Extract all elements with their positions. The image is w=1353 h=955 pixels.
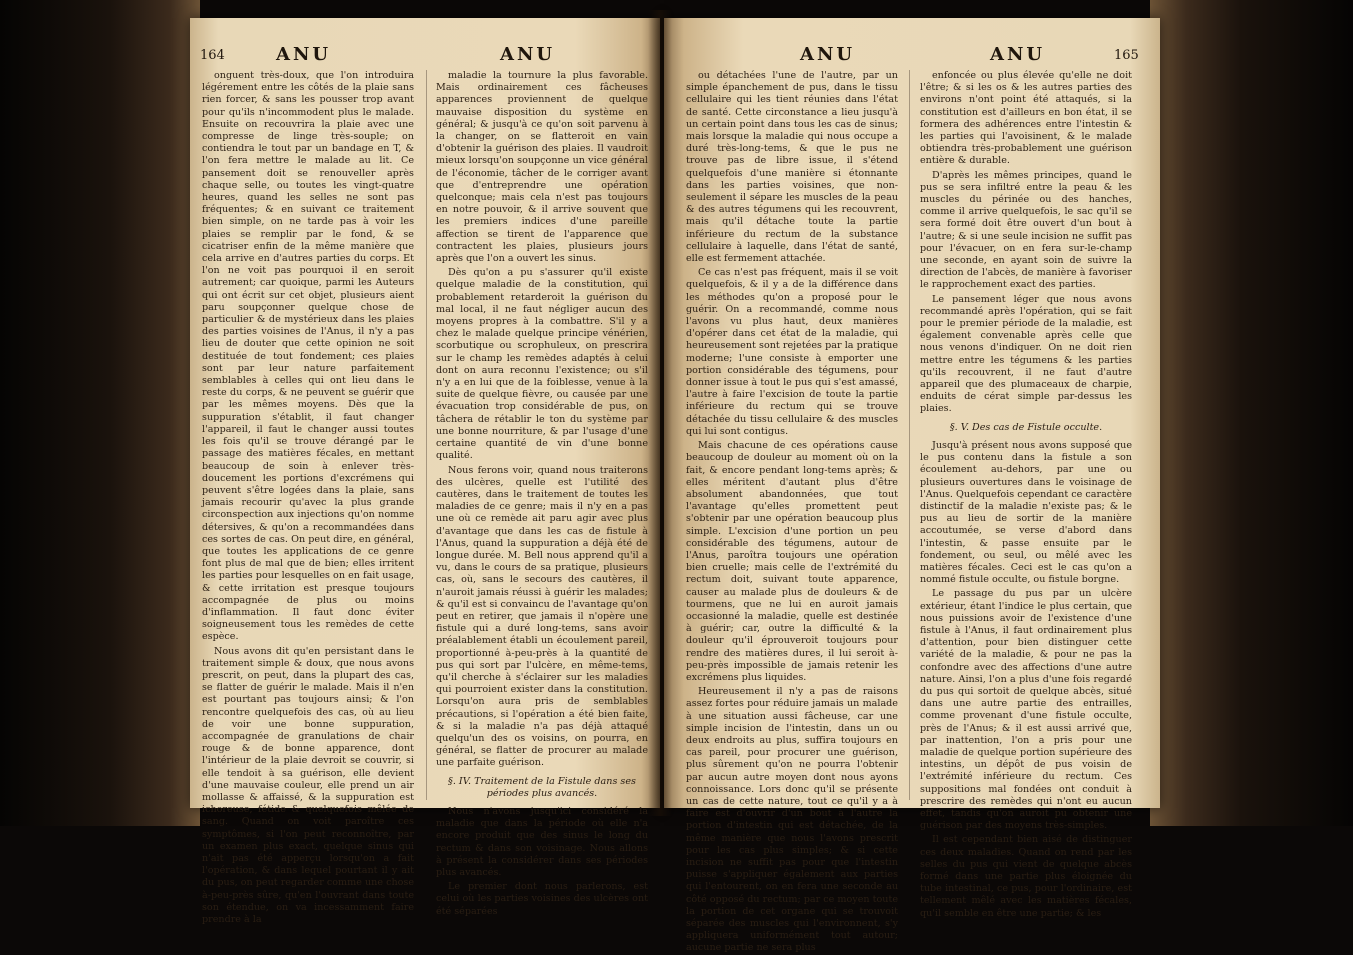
book-edge-left (0, 0, 200, 826)
section-heading: §. V. Des cas de Fistule occulte. (949, 421, 1103, 433)
book-gutter (648, 10, 672, 816)
left-page (190, 18, 660, 926)
text-column-left (686, 70, 898, 954)
paragraph: maladie la tournure la plus favorable. Mais ordinairement ces fâcheuses apparences proviennent de quelque mauvaise disposition du système en général; & jusqu'à ce qu'on soit parvenu à la changer, on se flatteroit en vain d'obtenir la guérison des plaies. Il vaudroit mieux lorsqu'on soupçonne un vice général de l'économie, tâcher de le corriger avant que d'entreprendre une opération quelconque; mais cela n'est pas toujours en notre pouvoir, & il arrive souvent que les premiers indices d'une pareille affection se tirent de l'apparence que contractent les plaies, plusieurs jours après que l'on a ouvert les sinus. (436, 70, 648, 265)
column-rule (426, 70, 427, 800)
book-edge-right (1150, 0, 1353, 826)
paragraph: Dès qu'on a pu s'assurer qu'il existe quelque maladie de la constitution, qui probablement retarderoit la guérison du mal local, il ne faut négliger aucun des moyens propres à la combattre. S'il y a chez le malade quelque principe vénérien, scorbutique ou scrophuleux, on prescrira sur le champ les remèdes adaptés à celui dont on aura reconnu l'existence; ou s'il n'y a en lui que de la foiblesse, venue à la suite de quelque fièvre, ou causée par une évacuation trop considérable de pus, on tâchera de rétablir le ton du système par une bonne nourriture, & par l'usage d'une certaine quantité de vin d'une bonne qualité. (436, 267, 648, 462)
paragraph: Heureusement il n'y a pas de raisons assez fortes pour réduire jamais un malade à une situation aussi fâcheuse, car une simple incision de l'intestin, dans un ou deux endroits au plus, suffira toujours en cas pareil, pour procurer une guérison, plus sûrement qu'on ne pourra l'obtenir par aucun autre moyen dont nous ayons connoissance. Lors donc qu'il se présente un cas de cette nature, tout ce qu'il y a à faire est d'ouvrir d'un bout à l'autre la portion d'intestin qui est détachée, de la même manière que nous l'avons prescrit pour les cas plus simples; & si cette incision ne suffit pas pour que l'intestin puisse s'appliquer également aux parties qui l'entourent, on en fera une seconde au côté opposé du rectum; par ce moyen toute la portion de cet organe qui se trouvoit séparée des muscles qui l'environnent, s'y appliquera uniformément tout autour; aucune partie ne sera plus (686, 686, 898, 954)
paragraph: Le premier dont nous parlerons, est celui où les parties voisines des ulcères ont été séparées (436, 881, 648, 917)
right-page (664, 18, 1160, 954)
paragraph: Nous n'avons jusqu'ici considéré la maladie que dans la période où elle n'a encore produit que des sinus le long du rectum & dans son voisinage. Nous allons à présent la considérer dans ses périodes plus avancés. (436, 805, 648, 878)
paragraph: Le passage du pus par un ulcère extérieur, étant l'indice le plus certain, que nous puissions avoir de l'existence d'une fistule à l'Anus, il faut ordinairement plus d'attention, pour bien distinguer cette variété de la maladie, & pour ne pas la confondre avec des affections d'une autre nature. Ainsi, l'on a plus d'une fois regardé du pus qui sortoit de quelque abcès, situé dans une autre partie des entrailles, comme provenant d'une fistule occulte, près de l'Anus; & il est aussi arrivé que, par inattention, l'on a pris pour une maladie de quelque portion supérieure des intestins, un dépôt de pus voisin de l'extrémité inférieure du rectum. Ces suppositions mal fondées ont conduit à prescrire des remèdes qui n'ont eu aucun effet, tandis qu'on auroit pu obtenir une guérison par des moyens très-simples. (920, 588, 1132, 832)
paragraph: Nous ferons voir, quand nous traiterons des ulcères, quelle est l'utilité des cautères, dans le traitement de toutes les maladies de ce genre; mais il n'y en a pas une où ce remède ait paru agir avec plus d'avantage que dans les cas de fistule à l'Anus, quand la suppuration a déjà été de longue durée. M. Bell nous apprend qu'il a vu, dans le cours de sa pratique, plusieurs cas, où, sans le secours des cautères, il n'auroit jamais réussi à guérir les malades; & qu'il est si convaincu de l'avantage qu'on peut en retirer, que jamais il n'opère une fistule qui a duré long-tems, sans avoir préalablement établi un écoulement pareil, proportionné à-peu-près à la quantité de pus qui sort par l'ulcère, en même-tems, qu'il cherche à s'éclairer sur les maladies qui pourroient exister dans la constitution. Lorsqu'on aura pris de semblables précautions, si l'opération a été bien faite, & si la maladie n'a pas déjà attaqué quelqu'un des os voisins, on pourra, en général, se flatter de procurer au malade une parfaite guérison. (436, 464, 648, 769)
paragraph: Ce cas n'est pas fréquent, mais il se voit quelquefois, & il y a de la différence dans les méthodes qu'on a proposé pour le guérir. On a recommandé, comme nous l'avons vu plus haut, deux manières d'opérer dans cet état de la maladie, qui heureusement sont rejetées par la pratique moderne; l'une consiste à emporter une portion considérable des tégumens, pour donner issue à tout le pus qui s'est amassé, l'autre à faire l'excision de toute la partie inférieure du rectum qui se trouve détachée du tissu cellulaire & des muscles qui lui sont contigus. (686, 267, 898, 437)
page-number: 165 (1114, 48, 1139, 63)
text-column-right (436, 70, 648, 917)
paragraph: ou détachées l'une de l'autre, par un simple épanchement de pus, dans le tissu cellulaire qui les tient réunies dans l'état de santé. Cette circonstance a lieu jusqu'à un certain point dans tous les cas de sinus; mais lorsque la maladie qui nous occupe a duré très-long-tems, & que le pus ne trouve pas de libre issue, il s'étend quelquefois d'une manière si étonnante dans les parties voisines, que non-seulement il sépare les muscles de la peau & des autres tégumens qui les recouvrent, mais qu'il détache toute la partie inférieure du rectum de la substance cellulaire à laquelle, dans l'état de santé, elle est fermement attachée. (686, 70, 898, 265)
text-column-left (202, 70, 414, 926)
paragraph: onguent très-doux, que l'on introduira légérement entre les côtés de la plaie sans rien forcer, & sans les pousser trop avant pour qu'ils n'incommodent plus le malade. Ensuite on recouvrira la plaie avec une compresse de linge très-souple; on contiendra le tout par un bandage en T, & l'on fera mettre le malade au lit. Ce pansement doit se renouveller après chaque selle, ou toutes les vingt-quatre heures, quand les selles ne sont pas fréquentes; & en suivant ce traitement bien simple, on ne tarde pas à voir les plaies se remplir par le fond, & se cicatriser enfin de la même manière que cela arrive en d'autres parties du corps. Et l'on ne voit pas pourquoi il en seroit autrement; car quoique, parmi les Auteurs qui ont écrit sur cet objet, plusieurs aient paru soupçonner quelque chose de particulier & de mystérieux dans les plaies des parties voisines de l'Anus, il n'y a pas lieu de douter que cette opinion ne soit destituée de tout fondement; ces plaies sont par leur nature parfaitement semblables à celles qui ont lieu dans le reste du corps, & ne peuvent se guérir que par les mêmes moyens. Dès que la suppuration s'établit, il faut changer l'appareil, il faut le changer aussi toutes les fois qu'il se trouve dérangé par le passage des matières fécales, en mettant beaucoup de soin à enlever très-doucement les portions d'excrémens qui peuvent s'être logées dans la plaie, sans jamais recourir qu'avec la plus grande circonspection aux injections qu'on nomme détersives, & qu'on a recommandées dans ces sortes de cas. On peut dire, en général, que toutes les applications de ce genre font plus de mal que de bien; elles irritent les parties pour lesquelles on en fait usage, & cette irritation est presque toujours accompagnée de plus ou moins d'inflammation. Il faut donc éviter soigneusement tous les remèdes de cette espèce. (202, 70, 414, 643)
page-number: 164 (200, 48, 225, 63)
running-head: ANU (500, 44, 556, 65)
paragraph: Il est cependant bien aisé de distinguer ces deux maladies. Quand on rend par les selles du pus qui vient de quelque abcès formé dans une partie plus éloignée du tube intestinal, ce pus, pour l'ordinaire, est tellement mêlé avec les matières fécales, qu'il semble en être une partie; & les (920, 834, 1132, 919)
running-head: ANU (276, 44, 332, 65)
paragraph: Le pansement léger que nous avons recommandé après l'opération, qui se fait pour le premier période de la maladie, est également convenable après celle que nous venons d'indiquer. On ne doit rien mettre entre les tégumens & les parties qu'ils recouvrent, il ne faut d'autre appareil que des plumaceaux de charpie, enduits de cérat simple par-dessus les plaies. (920, 293, 1132, 415)
paragraph: Mais chacune de ces opérations cause beaucoup de douleur au moment où on la fait, & encore pendant long-tems après; & elles méritent d'autant plus d'être absolument abandonnées, que tout l'avantage qu'elles promettent peut s'obtenir par une opération beaucoup plus simple. L'excision d'une portion un peu considérable des tégumens, autour de l'Anus, paroîtra toujours une opération bien cruelle; mais celle de l'extrémité du rectum doit, suivant toute apparence, causer au malade plus de douleurs & de tourmens, que ne lui en auroit jamais occasionné la maladie, quelle est destinée à guérir; car, outre la difficulté & la douleur qu'il éprouveroit toujours pour rendre des matières dures, il lui seroit à-peu-près impossible de jamais retenir les excrémens plus liquides. (686, 440, 898, 683)
column-rule (909, 70, 910, 800)
running-head: ANU (990, 44, 1046, 65)
paragraph: enfoncée ou plus élevée qu'elle ne doit l'être; & si les os & les autres parties des environs n'ont point été attaqués, si la constitution est d'ailleurs en bon état, il se formera des adhérences entre l'intestin & les parties qui l'avoisinent, & le malade obtiendra très-probablement une guérison entière & durable. (920, 70, 1132, 167)
text-column-right (920, 70, 1132, 919)
paragraph: Jusqu'à présent nous avons supposé que le pus contenu dans la fistule a son écoulement au-dehors, par une ou plusieurs ouvertures dans le voisinage de l'Anus. Quelquefois cependant ce caractère distinctif de la maladie n'existe pas; & le pus au lieu de sortir de la manière accoutumée, se verse d'abord dans l'intestin, & passe ensuite par le fondement, ou seul, ou mêlé avec les matières fécales. Ceci est le cas qu'on a nommé fistule occulte, ou fistule borgne. (920, 439, 1132, 586)
paragraph: D'après les mêmes principes, quand le pus se sera infiltré entre la peau & les muscles du périnée ou des hanches, comme il arrive quelquefois, le sac qu'il se sera formé doit être ouvert d'un bout à l'autre; & si une seule incision ne suffit pas pour l'évacuer, on en fera sur-le-champ une seconde, en ayant soin de suivre la direction de l'abcès, de manière à favoriser le rapprochement exact des parties. (920, 169, 1132, 291)
section-heading: §. IV. Traitement de la Fistule dans ses périodes plus avancés. (448, 775, 636, 799)
paragraph: Nous avons dit qu'en persistant dans le traitement simple & doux, que nous avons prescrit, on peut, dans la plupart des cas, se flatter de guérir le malade. Mais il n'en est pourtant pas toujours ainsi; & l'on rencontre quelquefois des cas, où au lieu de voir une bonne suppuration, accompagnée de granulations de chair rouge & de bonne apparence, dont l'intérieur de la plaie devroit se couvrir, si elle tendoit à sa guérison, elle devient d'une mauvaise couleur, elle prend un air mollasse & affaissé, & la suppuration est ichoreuse, fétide & quelquefois mêlée de sang. Quand on voit paroître ces symptômes, si l'on peut reconnoître, par un examen plus exact, quelque sinus qui n'ait pas été apperçu lorsqu'on a fait l'opération, & dans lequel pourtant il y ait du pus, on peut regarder comme une chose à-peu-près sûre, qu'en l'ouvrant dans toute son étendue, on va incessamment faire prendre à la (202, 645, 414, 926)
running-head: ANU (800, 44, 856, 65)
